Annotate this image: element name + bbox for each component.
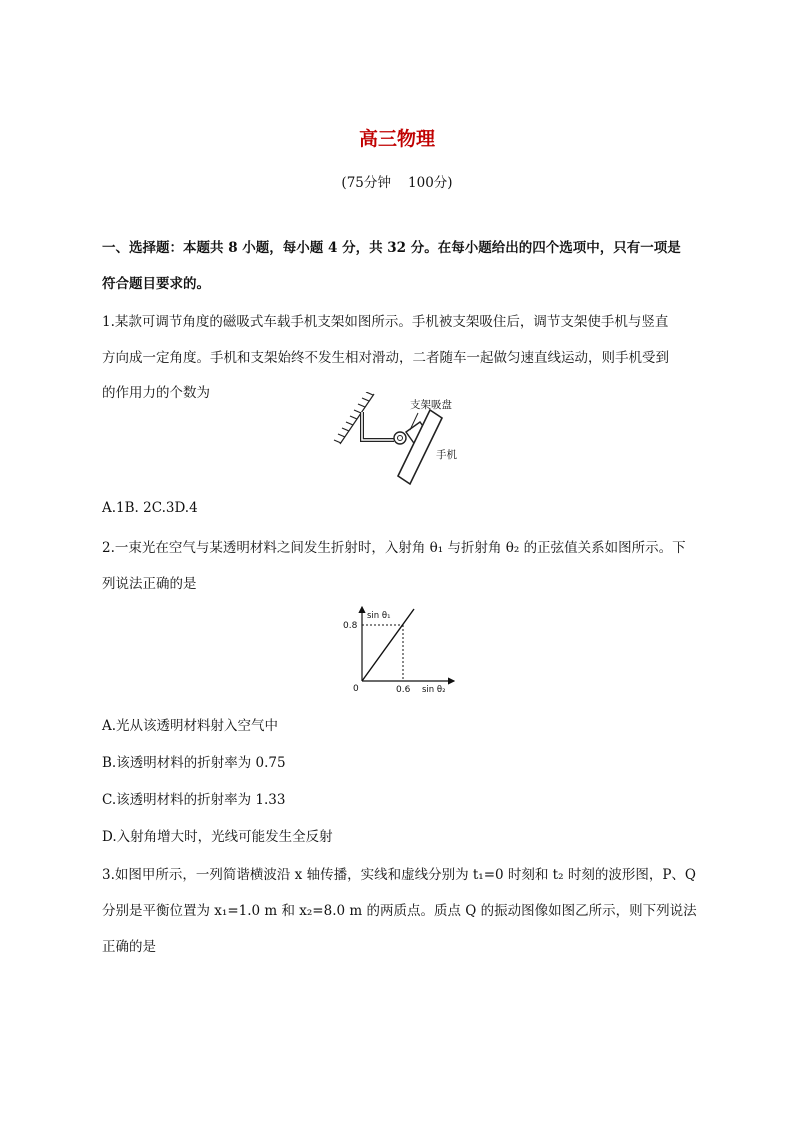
mount-arm [362,412,394,440]
question-2-option-d: D.入射角增大时，光线可能发生全反射 [102,829,333,845]
question-3-line-3: 正确的是 [102,939,156,955]
question-1-options: A.1B. 2C.3D.4 [102,500,198,516]
phone-body [398,410,442,484]
question-1-line-2: 方向成一定角度。手机和支架始终不发生相对滑动，二者随车一起做匀速直线运动，则手机受到 [102,350,669,366]
question-2-option-c: C.该透明材料的折射率为 1.33 [102,792,286,808]
label-mount: 支架吸盘 [410,399,452,411]
exam-duration-score: (75分钟 100分) [341,175,453,191]
y-tick-label: 0.8 [343,621,358,631]
question-3-line-2: 分别是平衡位置为 x₁=1.0 m 和 x₂=8.0 m 的两质点。质点 Q 的振动图像如图乙所示，则下列说法 [102,903,697,919]
x-tick-label: 0.6 [396,685,411,695]
question-3-line-1: 3.如图甲所示，一列简谐横波沿 x 轴传播，实线和虚线分别为 t₁=0 时刻和 t₂ 时刻的波形图，P、Q [102,867,696,883]
sine-relation-graph [338,603,458,697]
y-axis-label: sin θ₁ [367,611,391,621]
x-axis-label: sin θ₂ [422,685,446,695]
mount-joint [394,432,406,444]
question-1-line-1: 1.某款可调节角度的磁吸式车载手机支架如图所示。手机被支架吸住后，调节支架使手机与竖直 [102,314,669,330]
page-title: 高三物理 [358,128,435,150]
section-heading-line-2: 符合题目要求的。 [102,276,210,292]
origin-label: 0 [353,684,359,694]
question-2-line-1: 2.一束光在空气与某透明材料之间发生折射时，入射角 θ₁ 与折射角 θ₂ 的正弦值关系如图所示。下 [102,540,686,556]
phone-mount-figure [332,392,472,490]
label-phone: 手机 [436,449,457,461]
wall-hatching [334,392,374,444]
question-2-option-a: A.光从该透明材料射入空气中 [102,718,279,734]
question-2-option-b: B.该透明材料的折射率为 0.75 [102,755,286,771]
question-2-line-2: 列说法正确的是 [102,576,197,592]
section-heading-line-1: 一、选择题：本题共 8 小题，每小题 4 分，共 32 分。在每小题给出的四个选项中，只有一项是 [102,240,681,256]
question-1-line-3: 的作用力的个数为 [102,385,210,401]
